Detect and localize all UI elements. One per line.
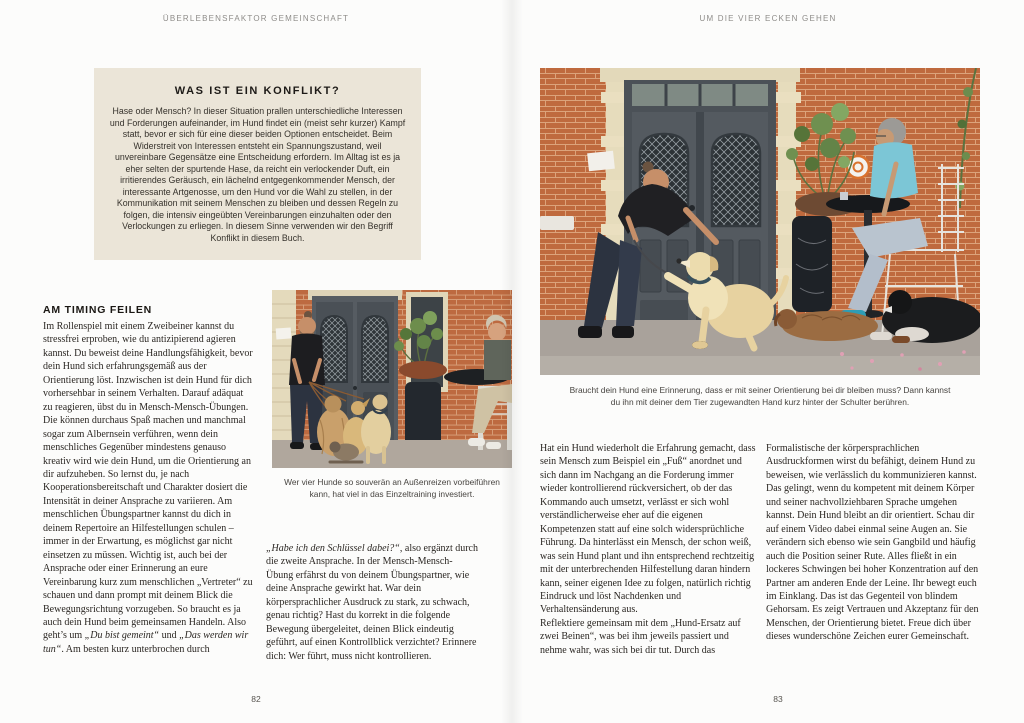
conflict-info-box: [94, 68, 421, 260]
body-paragraph: Formalistische der körpersprachlichen Ausdruckformen wirst du befähigt, deinem Hund zu beweisen, wie verlässlich du kommunizieren kannst. Das gelingt, wenn du kompetent mit deinem Körper und seiner nachvollziehbaren Sprache umgehen kannst. Dein Hund bleibt an dir orientiert. Schau dir auf einem Video dabei einmal seine Augen an. Sie verändern sich ebenso wie sein Gangbild und häufig auch die Position seiner Rute. Alles fließt in ein lockeres Schwingen bei hoher Konzentration auf den Partner am anderen Ende der Leine. Ihr bewegt euch im Einklang. Das ist das Gegenteil von blindem Gehorsam. Es zeigt Vertrauen und Akzeptanz für den Menschen, der Orientierung bietet. Freue dich über dieses wunderschöne Zeichen eurer Gemeinschaft.: [766, 443, 979, 643]
photo-trainer-touching-dog: [540, 68, 980, 375]
body-paragraph: Reflektiere gemeinsam mit dem „Hund-Ersatz auf zwei Beinen“, was bei ihm jeweils passiert und nehme wahr, was sich bei dir tut. Durch das: [540, 617, 741, 656]
page-number-right: 83: [773, 694, 783, 704]
left-photo-caption: Wer vier Hunde so souverän an Außenreizen vorbeiführen kann, hat viel in das Einzeltraining investiert.: [284, 477, 500, 499]
dog-group: [317, 395, 391, 463]
ground-foreground: [540, 356, 980, 375]
right-page-column-2: [766, 442, 985, 644]
running-head-left: ÜBERLEBENSFAKTOR GEMEINSCHAFT: [162, 14, 350, 23]
page-number-left: 82: [251, 694, 261, 704]
right-photo-caption: Braucht dein Hund eine Erinnerung, dass er mit seiner Orientierung bei dir bleiben muss? Dann kannst du ihn mit deiner dem Tier zugewandten Hand kurz hinter der Schulter berühren.: [569, 385, 951, 407]
body-paragraph: „Habe ich den Schlüssel dabei?“, also ergänzt durch die zweite Ansprache. In der Mensch-Mensch-Übung erfährst du von deinem Übungspartner, wie deine Ansprache gewirkt hat. War dein körpersprachlicher Ausdruck zu stark, zu schwach, genau richtig? Hast du korrekt in die folgende Bewegung übergeleitet, deinen Blick eindeutig geführt, auf einen Kontrollblick verzichtet? Erinnere dich: Wer führt, muss nicht kontrollieren.: [266, 543, 478, 662]
info-box-body: Hase oder Mensch? In dieser Situation prallen unterschiedliche Interessen und Forderungen aufeinander, im Hund findet ein (meist sehr kurzer) Kampf statt, bevor er sich für eine dieser beiden Optionen entscheidet. Beim Widerstreit von Interessen entsteht ein Spannungszustand, weil unvereinbare Gegensätze eine Entscheidung erfordern. Im Alltag ist es ja eher selten der spurtende Hase, da reicht ein verlockender Duft, ein irritierendes Geräusch, ein lächelnd entgegenkommender Mensch, der interessante Artgenosse, um den Hund vor die Wahl zu stellen, in der Kommunikation mit seinem Menschen zu bleiben und dessen Regeln zu folgen, die intensiv eingeübten Vereinbarungen einzuhalten oder den Verlockungen zu erliegen. In diesem Sinne verwenden wir den Begriff Konflikt in diesem Buch.: [109, 106, 406, 243]
section-heading: AM TIMING FEILEN: [43, 304, 153, 316]
body-paragraph: Im Rollenspiel mit einem Zweibeiner kannst du stressfrei erproben, wie du antizipierend agieren kannst. Du beweist deine Handlungsfähigkeit, bevor dein Hund sich erfahrungsgemäß aus der Orientierung löst. Inzwischen ist dein Hund für dich vorhersehbar in seinem Verhalten. Darauf adäquat zu reagieren, übst du in Mensch-Mensch-Übungen. Die können durchaus Spaß machen und manchmal sogar zum Albernsein verführen, wenn dein menschliches Gegenüber mindestens genauso kreativ wird wie dein Hund, um die Orientierung an dir aufzuheben. So lernst du, je nach Kooperationsbereitschaft und Charakter dosiert die Intensität in deiner Ansprache zu variieren. Am menschlichen Übungspartner kannst du dich in deinem Repertoire an Hilfestellungen schulen – immer in der Erwartung, es möglichst gar nicht einsetzen zu müssen. Wichtig ist, auch bei der Ansprache oder einer Erinnerung an eure Vereinbarung kurz zum menschlichen „Vertreter“ zu schauen und dann prompt mit deinem Blick die Bewegungsrichtung vorzugeben. So braucht es ja auch dein Hund beim gemeinsamen Handeln. Also geht’s um „Du bist gemeint“ und „Das werden wir tun“. Am besten kurz unterbrochen durch: [43, 321, 253, 655]
left-page-column-2: [266, 542, 478, 663]
right-page-column-1: [540, 442, 756, 657]
info-box-title: WAS IST EIN KONFLIKT?: [174, 85, 341, 97]
page-gutter: [501, 0, 523, 723]
body-paragraph: Hat ein Hund wiederholt die Erfahrung gemacht, dass sein Mensch zum Beispiel ein „Fuß“ anordnet und sich dann im Nachgang an die Forderung immer wieder kontrollierend rückversichert, ob der das Kommando auch umsetzt, verlässt er sich wohl verständlicherweise eher auf die eigenen Kompetenzen statt auf eine solch widersprüchliche Führung. Da hinterlässt ein Mensch, der schon weiß, was sein Hund plant und ihn entsprechend rechtzeitig mit der unterbrechenden Hilfestellung daran hindern kann, seiner eigenen Idee zu folgen, natürlich richtig Eindruck und löst Nachdenken und Verhaltensänderung aus.: [540, 443, 756, 616]
left-page-column-1: [43, 320, 255, 656]
photo-man-with-four-dogs: [272, 290, 512, 468]
running-head-right: UM DIE VIER ECKEN GEHEN: [699, 14, 837, 23]
